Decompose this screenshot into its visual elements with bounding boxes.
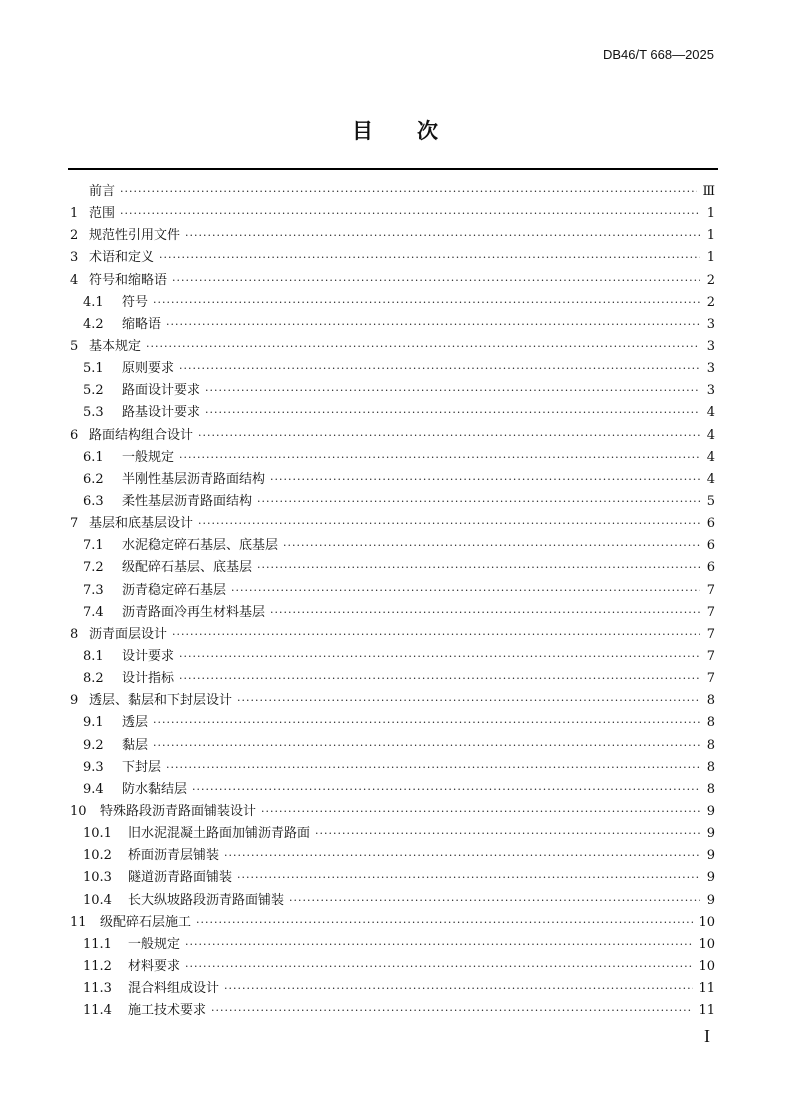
dot-leader bbox=[261, 801, 700, 823]
toc-entry-page: 9 bbox=[706, 826, 715, 842]
toc-entry-page: 7 bbox=[706, 648, 715, 664]
toc-entry-label: 一般规定 bbox=[128, 936, 181, 952]
toc-entry[interactable] bbox=[70, 912, 715, 934]
toc-entry-page: 4 bbox=[706, 405, 715, 421]
toc-entry[interactable] bbox=[70, 181, 715, 203]
dot-leader bbox=[185, 956, 693, 978]
toc-entry-number: 10.2 bbox=[83, 848, 112, 864]
toc-entry-number: 4.1 bbox=[83, 294, 104, 310]
toc-entry-page: 2 bbox=[706, 294, 715, 310]
toc-entry[interactable] bbox=[70, 978, 715, 1000]
toc-entry-number: 5 bbox=[70, 338, 79, 354]
toc-entry-number: 5.2 bbox=[83, 383, 104, 399]
dot-leader bbox=[198, 425, 700, 447]
toc-entry-number: 10.1 bbox=[83, 826, 112, 842]
dot-leader bbox=[224, 845, 700, 867]
toc-entry[interactable] bbox=[70, 491, 715, 513]
toc-entry[interactable] bbox=[70, 712, 715, 734]
toc-entry-number: 5.3 bbox=[83, 405, 104, 421]
toc-entry[interactable] bbox=[70, 757, 715, 779]
toc-entry-label: 符号 bbox=[122, 294, 149, 310]
toc-entry-number: 10.4 bbox=[83, 892, 112, 908]
toc-entry-page: 7 bbox=[706, 582, 715, 598]
toc-entry-page: 8 bbox=[706, 715, 715, 731]
toc-entry-number: 5.1 bbox=[83, 361, 104, 377]
toc-entry-number: 11.4 bbox=[83, 1003, 112, 1019]
toc-entry-number: 6.2 bbox=[83, 471, 104, 487]
toc-entry-page: 4 bbox=[706, 449, 715, 465]
toc-entry-number: 6.3 bbox=[83, 493, 104, 509]
toc-entry-label: 范围 bbox=[89, 206, 116, 222]
toc-entry-label: 原则要求 bbox=[122, 361, 175, 377]
dot-leader bbox=[237, 867, 700, 889]
dot-leader bbox=[166, 314, 700, 336]
toc-entry-number: 6 bbox=[70, 427, 79, 443]
toc-entry-label: 桥面沥青层铺装 bbox=[128, 848, 220, 864]
dot-leader bbox=[270, 469, 700, 491]
toc-entry-page: 6 bbox=[706, 516, 715, 532]
toc-entry-label: 设计指标 bbox=[122, 671, 175, 687]
table-of-contents bbox=[70, 181, 715, 1022]
toc-entry-number: 7.1 bbox=[83, 538, 104, 554]
toc-entry[interactable] bbox=[70, 735, 715, 757]
toc-entry-label: 长大纵坡路段沥青路面铺装 bbox=[128, 892, 285, 908]
toc-entry-number: 8.2 bbox=[83, 671, 104, 687]
toc-entry-label: 隧道沥青路面铺装 bbox=[128, 870, 233, 886]
dot-leader bbox=[120, 203, 700, 225]
toc-entry-page: 1 bbox=[706, 228, 715, 244]
toc-entry-label: 路基设计要求 bbox=[122, 405, 201, 421]
toc-entry-label: 柔性基层沥青路面结构 bbox=[122, 493, 253, 509]
toc-entry-page: Ⅲ bbox=[702, 184, 715, 199]
toc-entry[interactable] bbox=[70, 580, 715, 602]
toc-entry-page: 1 bbox=[706, 250, 715, 266]
toc-entry[interactable] bbox=[70, 425, 715, 447]
toc-entry-page: 9 bbox=[706, 803, 715, 819]
dot-leader bbox=[179, 447, 700, 469]
toc-entry[interactable] bbox=[70, 956, 715, 978]
toc-entry-number: 9.2 bbox=[83, 737, 104, 753]
toc-entry-number: 11 bbox=[70, 914, 87, 930]
toc-entry[interactable] bbox=[70, 225, 715, 247]
dot-leader bbox=[166, 757, 700, 779]
toc-entry[interactable] bbox=[70, 602, 715, 624]
toc-entry[interactable] bbox=[70, 867, 715, 889]
page-title bbox=[0, 115, 790, 145]
toc-entry[interactable] bbox=[70, 845, 715, 867]
toc-entry[interactable] bbox=[70, 1000, 715, 1022]
toc-entry-page: 6 bbox=[706, 538, 715, 554]
toc-entry-label: 前言 bbox=[89, 184, 116, 199]
dot-leader bbox=[315, 823, 700, 845]
toc-entry-page: 6 bbox=[706, 560, 715, 576]
toc-entry-label: 级配碎石层施工 bbox=[100, 914, 192, 930]
toc-entry-page: 8 bbox=[706, 693, 715, 709]
title-char-2: 次 bbox=[417, 119, 438, 143]
dot-leader bbox=[237, 690, 700, 712]
toc-entry-label: 符号和缩略语 bbox=[89, 272, 168, 288]
toc-entry[interactable] bbox=[70, 380, 715, 402]
toc-entry[interactable] bbox=[70, 934, 715, 956]
toc-entry-label: 黏层 bbox=[122, 737, 149, 753]
toc-entry-number: 8 bbox=[70, 626, 79, 642]
dot-leader bbox=[211, 1000, 693, 1022]
toc-entry[interactable] bbox=[70, 247, 715, 269]
toc-entry[interactable] bbox=[70, 270, 715, 292]
toc-entry-number: 9 bbox=[70, 693, 79, 709]
dot-leader bbox=[205, 402, 700, 424]
toc-entry-label: 路面结构组合设计 bbox=[89, 427, 194, 443]
toc-entry-label: 防水黏结层 bbox=[122, 781, 188, 797]
dot-leader bbox=[172, 270, 700, 292]
toc-entry[interactable] bbox=[70, 557, 715, 579]
toc-entry[interactable] bbox=[70, 668, 715, 690]
toc-entry[interactable] bbox=[70, 624, 715, 646]
dot-leader bbox=[172, 624, 700, 646]
toc-entry-number: 11.1 bbox=[83, 936, 112, 952]
toc-entry-number: 8.1 bbox=[83, 648, 104, 664]
toc-entry-label: 水泥稳定碎石基层、底基层 bbox=[122, 538, 279, 554]
toc-entry-label: 材料要求 bbox=[128, 958, 181, 974]
toc-entry-number: 3 bbox=[70, 250, 79, 266]
dot-leader bbox=[185, 934, 693, 956]
dot-leader bbox=[224, 978, 693, 1000]
toc-entry-page: 9 bbox=[706, 870, 715, 886]
dot-leader bbox=[179, 358, 700, 380]
dot-leader bbox=[159, 247, 700, 269]
toc-entry-page: 4 bbox=[706, 427, 715, 443]
toc-entry-label: 设计要求 bbox=[122, 648, 175, 664]
dot-leader bbox=[270, 602, 700, 624]
toc-entry[interactable] bbox=[70, 513, 715, 535]
toc-entry-page: 3 bbox=[706, 316, 715, 332]
toc-entry-page: 10 bbox=[698, 936, 715, 952]
toc-entry-number: 10 bbox=[70, 803, 87, 819]
toc-entry-label: 一般规定 bbox=[122, 449, 175, 465]
toc-entry-number: 4 bbox=[70, 272, 79, 288]
dot-leader bbox=[179, 646, 700, 668]
toc-entry-label: 基本规定 bbox=[89, 338, 142, 354]
toc-entry-page: 7 bbox=[706, 604, 715, 620]
toc-entry-label: 规范性引用文件 bbox=[89, 228, 181, 244]
dot-leader bbox=[192, 779, 700, 801]
toc-entry-page: 7 bbox=[706, 626, 715, 642]
toc-entry-page: 10 bbox=[698, 958, 715, 974]
toc-entry[interactable] bbox=[70, 801, 715, 823]
toc-entry[interactable] bbox=[70, 314, 715, 336]
toc-entry[interactable] bbox=[70, 646, 715, 668]
toc-entry-label: 术语和定义 bbox=[89, 250, 155, 266]
toc-entry-page: 5 bbox=[706, 493, 715, 509]
toc-entry-number: 9.3 bbox=[83, 759, 104, 775]
toc-entry[interactable] bbox=[70, 358, 715, 380]
toc-entry-label: 路面设计要求 bbox=[122, 383, 201, 399]
toc-entry-number: 9.1 bbox=[83, 715, 104, 731]
toc-entry[interactable] bbox=[70, 336, 715, 358]
dot-leader bbox=[153, 735, 700, 757]
toc-entry-label: 透层、黏层和下封层设计 bbox=[89, 693, 233, 709]
dot-leader bbox=[257, 557, 700, 579]
dot-leader bbox=[205, 380, 700, 402]
title-char-1: 目 bbox=[352, 119, 373, 143]
dot-leader bbox=[283, 535, 700, 557]
toc-entry-page: 9 bbox=[706, 848, 715, 864]
toc-entry[interactable] bbox=[70, 292, 715, 314]
dot-leader bbox=[196, 912, 693, 934]
dot-leader bbox=[153, 292, 700, 314]
toc-entry-page: 2 bbox=[706, 272, 715, 288]
toc-entry-label: 下封层 bbox=[122, 759, 162, 775]
toc-entry-number: 1 bbox=[70, 206, 79, 222]
toc-entry[interactable] bbox=[70, 203, 715, 225]
toc-entry-page: 10 bbox=[698, 914, 715, 930]
toc-entry-label: 半刚性基层沥青路面结构 bbox=[122, 471, 266, 487]
toc-entry-label: 混合料组成设计 bbox=[128, 981, 220, 997]
toc-entry-page: 3 bbox=[706, 361, 715, 377]
toc-entry-page: 11 bbox=[698, 1003, 715, 1019]
toc-entry-page: 7 bbox=[706, 671, 715, 687]
toc-entry-page: 8 bbox=[706, 781, 715, 797]
toc-entry-number: 10.3 bbox=[83, 870, 112, 886]
dot-leader bbox=[289, 890, 700, 912]
dot-leader bbox=[179, 668, 700, 690]
dot-leader bbox=[146, 336, 700, 358]
dot-leader bbox=[153, 712, 700, 734]
toc-entry[interactable] bbox=[70, 447, 715, 469]
dot-leader bbox=[120, 181, 697, 203]
toc-entry-label: 旧水泥混凝土路面加铺沥青路面 bbox=[128, 826, 311, 842]
toc-entry[interactable] bbox=[70, 469, 715, 491]
toc-entry-page: 3 bbox=[706, 338, 715, 354]
toc-entry-number: 2 bbox=[70, 228, 79, 244]
dot-leader bbox=[185, 225, 700, 247]
toc-entry[interactable] bbox=[70, 890, 715, 912]
toc-entry-number: 7.4 bbox=[83, 604, 104, 620]
toc-entry-page: 8 bbox=[706, 759, 715, 775]
dot-leader bbox=[231, 580, 700, 602]
title-divider bbox=[68, 168, 718, 170]
toc-entry-number: 6.1 bbox=[83, 449, 104, 465]
toc-entry[interactable] bbox=[70, 402, 715, 424]
toc-entry-label: 施工技术要求 bbox=[128, 1003, 207, 1019]
dot-leader bbox=[257, 491, 700, 513]
toc-entry-page: 3 bbox=[706, 383, 715, 399]
toc-entry-page: 9 bbox=[706, 892, 715, 908]
toc-entry-number: 9.4 bbox=[83, 781, 104, 797]
toc-entry[interactable] bbox=[70, 779, 715, 801]
toc-entry-number: 11.2 bbox=[83, 958, 112, 974]
toc-entry-label: 透层 bbox=[122, 715, 149, 731]
toc-entry-label: 特殊路段沥青路面铺装设计 bbox=[100, 803, 257, 819]
toc-entry[interactable] bbox=[70, 823, 715, 845]
toc-entry-page: 4 bbox=[706, 471, 715, 487]
toc-entry-label: 沥青稳定碎石基层 bbox=[122, 582, 227, 598]
toc-entry[interactable] bbox=[70, 535, 715, 557]
toc-entry-page: 1 bbox=[706, 206, 715, 222]
toc-entry-number: 7.3 bbox=[83, 582, 104, 598]
toc-entry-label: 基层和底基层设计 bbox=[89, 516, 194, 532]
toc-entry-page: 11 bbox=[698, 981, 715, 997]
toc-entry-number: 7 bbox=[70, 516, 79, 532]
toc-entry-label: 沥青面层设计 bbox=[89, 626, 168, 642]
toc-entry[interactable] bbox=[70, 690, 715, 712]
toc-entry-page: 8 bbox=[706, 737, 715, 753]
toc-entry-label: 缩略语 bbox=[122, 316, 162, 332]
toc-entry-number: 7.2 bbox=[83, 560, 104, 576]
page-number: I bbox=[704, 1026, 710, 1046]
toc-entry-label: 级配碎石基层、底基层 bbox=[122, 560, 253, 576]
dot-leader bbox=[198, 513, 700, 535]
toc-entry-label: 沥青路面冷再生材料基层 bbox=[122, 604, 266, 620]
toc-entry-number: 11.3 bbox=[83, 981, 112, 997]
toc-entry-number: 4.2 bbox=[83, 316, 104, 332]
document-code: DB46/T 668—2025 bbox=[602, 47, 714, 62]
